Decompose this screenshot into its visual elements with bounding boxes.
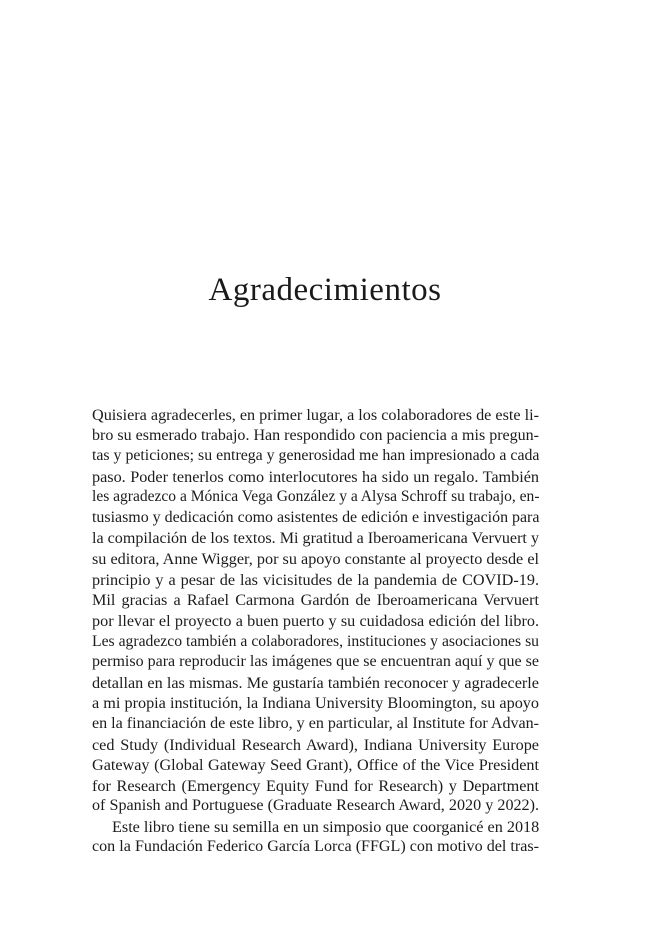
text-line: su editora, Anne Wigger, por su apoyo constante al proyecto desde el <box>92 550 539 569</box>
text-line: Mil gracias a Rafael Carmona Gardón de Iberoamericana Vervuert <box>92 591 539 610</box>
text-line: con la Fundación Federico García Lorca (FFGL) con motivo del tras- <box>92 838 539 856</box>
text-line: les agradezco a Mónica Vega González y a Alysa Schroff su trabajo, en- <box>92 488 540 506</box>
paragraph-start-line: Este libro tiene su semilla en un simposio que coorganicé en 2018 <box>112 817 540 836</box>
text-line: Les agradezco también a colaboradores, instituciones y asociaciones su <box>92 632 539 650</box>
chapter-title: Agradecimientos <box>208 272 442 308</box>
text-line: of Spanish and Portuguese (Graduate Research Award, 2020 y 2022). <box>92 797 539 815</box>
text-line: bro su esmerado trabajo. Han respondido con paciencia a mis pregun- <box>92 426 539 444</box>
text-line: Gateway (Global Gateway Seed Grant), Office of the Vice President <box>92 756 539 775</box>
text-line: permiso para reproducir las imágenes que se encuentran aquí y que se <box>92 653 539 671</box>
text-line: tas y peticiones; su entrega y generosidad me han impresionado a cada <box>92 447 540 465</box>
text-line: detallan en las mismas. Me gustaría también reconocer y agradecerle <box>92 673 539 692</box>
text-line: en la financiación de este libro, y en particular, al Institute for Advan- <box>92 714 539 732</box>
text-line: a mi propia institución, la Indiana University Bloomington, su apoyo <box>92 694 539 713</box>
text-line: la compilación de los textos. Mi gratitud a Iberoamericana Vervuert y <box>92 529 539 547</box>
text-line: por llevar el proyecto a buen puerto y su cuidadosa edición del libro. <box>92 611 539 630</box>
text-line: ced Study (Individual Research Award), Indiana University Europe <box>92 735 539 754</box>
text-line: for Research (Emergency Equity Fund for Research) y Department <box>92 776 539 795</box>
acknowledgements-body <box>92 405 539 858</box>
text-line: principio y a pesar de las vicisitudes de la pandemia de COVID-19. <box>92 570 539 589</box>
text-line: tusiasmo y dedicación como asistentes de edición e investigación para <box>92 508 540 526</box>
text-line: paso. Poder tenerlos como interlocutores ha sido un regalo. También <box>92 467 539 486</box>
text-line: Quisiera agradecerles, en primer lugar, a los colaboradores de este li- <box>92 406 540 424</box>
